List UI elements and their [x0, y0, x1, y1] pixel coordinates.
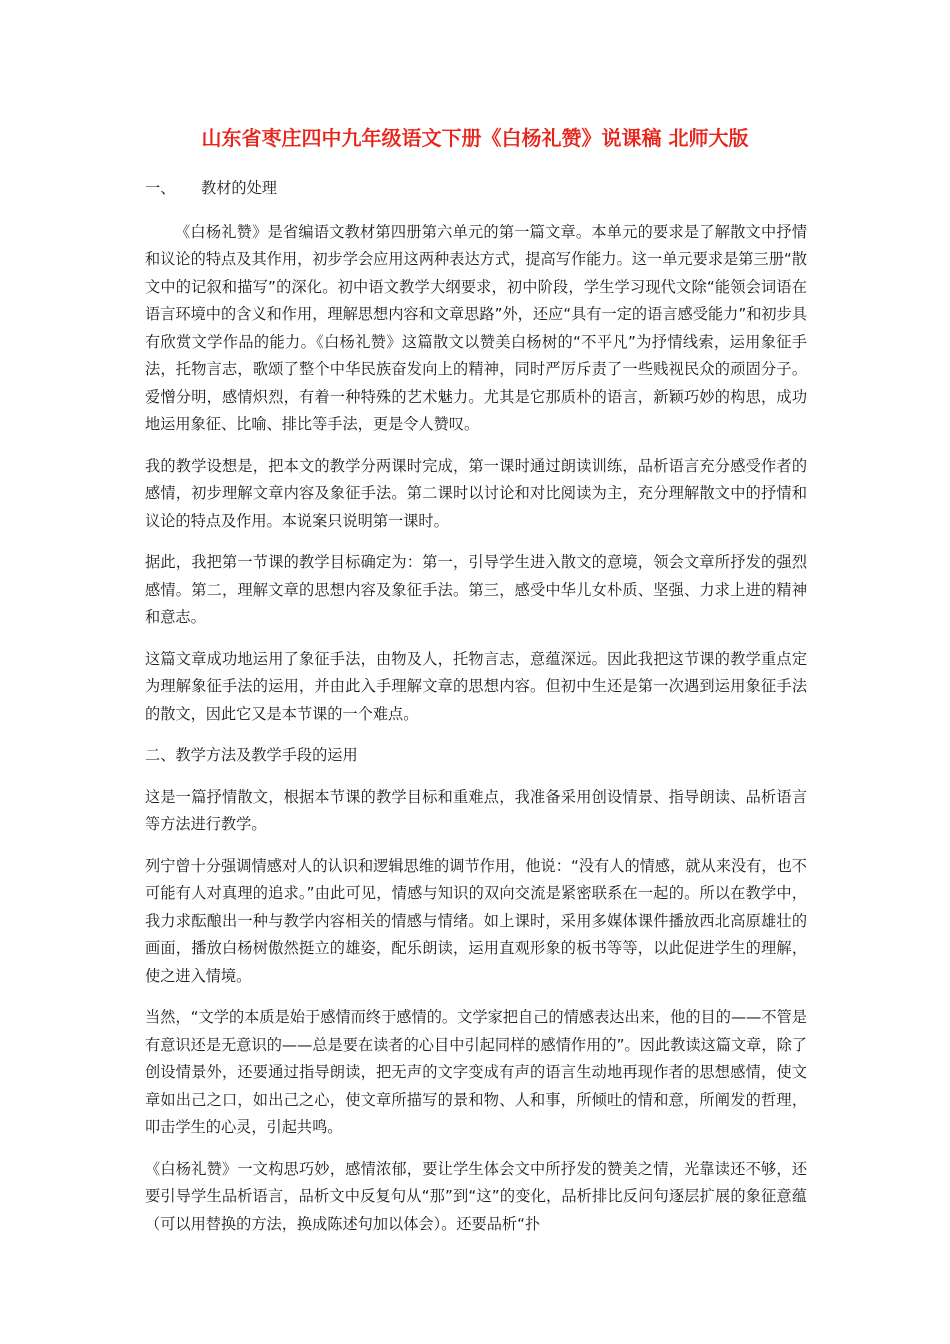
paragraph-2: 我的教学设想是，把本文的教学分两课时完成，第一课时通过朗读训练，品析语言充分感受作者的感情，初步理解文章内容及象征手法。第二课时以讨论和对比阅读为主，充分理解散文中的抒情和议论的特点及作用。本说案只说明第一课时。 — [145, 456, 807, 530]
document-title: 山东省枣庄四中九年级语文下册《白杨礼赞》说课稿 北师大版 — [201, 126, 749, 150]
paragraph-5: 这是一篇抒情散文，根据本节课的教学目标和重难点，我准备采用创设情景、指导朗读、品析语言等方法进行教学。 — [145, 787, 807, 833]
document-body — [145, 175, 807, 1238]
paragraph-8: 《白杨礼赞》一文构思巧妙，感情浓郁，要让学生体会文中所抒发的赞美之情，光靠读还不够，还要引导学生品析语言，品析文中反复句从“那”到“这”的变化，品析排比反问句逐层扩展的象征意蕴（可以用替换的方法，换成陈述句加以体会）。还要品析“扑 — [145, 1159, 807, 1233]
section-2-heading: 二、教学方法及教学手段的运用 — [145, 746, 358, 764]
section-1-title: 教材的处理 — [201, 179, 277, 197]
paragraph-6: 列宁曾十分强调情感对人的认识和逻辑思维的调节作用，他说：“没有人的情感，就从来没有，也不可能有人对真理的追求。”由此可见，情感与知识的双向交流是紧密联系在一起的。所以在教学中，我力求酝酿出一种与教学内容相关的情感与情绪。如上课时，采用多媒体课件播放西北高原雄壮的画面，播放白杨树傲然挺立的雄姿，配乐朗读，运用直观形象的板书等等，以此促进学生的理解，使之进入情境。 — [145, 856, 807, 985]
paragraph-4: 这篇文章成功地运用了象征手法，由物及人，托物言志，意蕴深远。因此我把这节课的教学重点定为理解象征手法的运用，并由此入手理解文章的思想内容。但初中生还是第一次遇到运用象征手法的散文，因此它又是本节课的一个难点。 — [145, 649, 807, 723]
paragraph-3: 据此，我把第一节课的教学目标确定为：第一，引导学生进入散文的意境，领会文章所抒发的强烈感情。第二，理解文章的思想内容及象征手法。第三，感受中华儿女朴质、坚强、力求上进的精神和意志。 — [145, 553, 807, 626]
section-1-number: 一、 — [145, 179, 176, 197]
section-1-heading — [145, 175, 807, 203]
paragraph-7: 当然，“文学的本质是始于感情而终于感情的。文学家把自己的情感表达出来，他的目的——不管是有意识还是无意识的——总是要在读者的心目中引起同样的感情作用的”。因此教读这篇文章，除了创设情景外，还要通过指导朗读，把无声的文字变成有声的语言生动地再现作者的思想感情，使文章如出己之口，如出己之心，使文章所描写的景和物、人和事，所倾吐的情和意，所阐发的哲理，叩击学生的心灵，引起共鸣。 — [145, 1008, 807, 1136]
paragraph-1: 《白杨礼赞》是省编语文教材第四册第六单元的第一篇文章。本单元的要求是了解散文中抒情和议论的特点及其作用，初步学会应用这两种表达方式，提高写作能力。这一单元要求是第三册“散文中的记叙和描写”的深化。初中语文教学大纲要求，初中阶段，学生学习现代文除“能领会词语在语言环境中的含义和作用，理解思想内容和文章思路”外，还应“具有一定的语言感受能力”和初步具有欣赏文学作品的能力。《白杨礼赞》这篇散文以赞美白杨树的“不平凡”为抒情线索，运用象征手法，托物言志，歌颂了整个中华民族奋发向上的精神，同时严厉斥责了一些贱视民众的顽固分子。爱憎分明，感情炽烈，有着一种特殊的艺术魅力。尤其是它那质朴的语言，新颖巧妙的构思，成功地运用象征、比喻、排比等手法，更是令人赞叹。 — [145, 222, 807, 433]
